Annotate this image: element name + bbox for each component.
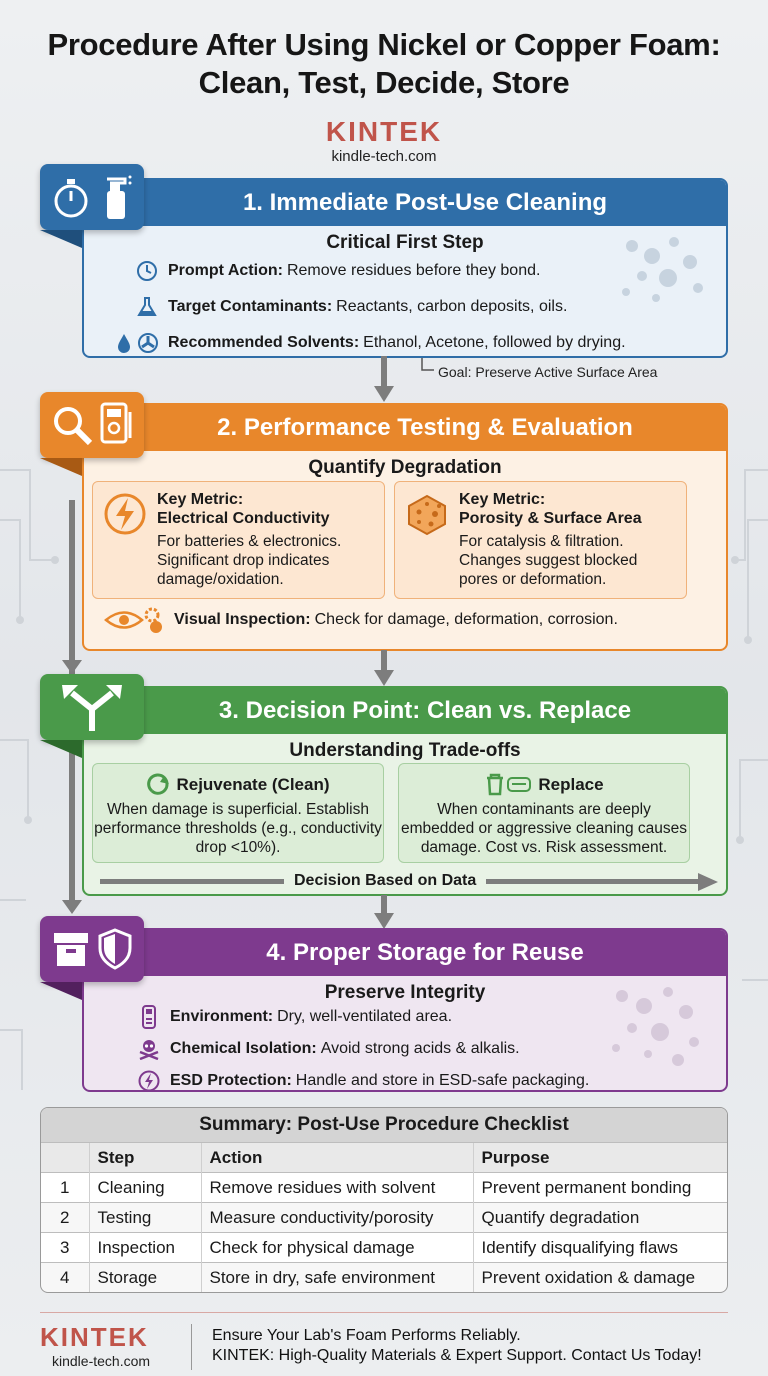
table-cell: 3 (41, 1233, 89, 1263)
column-header (41, 1143, 89, 1173)
bullet-label: Visual Inspection: (174, 611, 311, 628)
bullet-text: Check for damage, deformation, corrosion. (314, 611, 618, 628)
metric-desc: For batteries & electronics. Significant drop indicates damage/oxidation. (157, 533, 342, 588)
metric-name: Porosity & Surface Area (459, 510, 642, 527)
esd-icon (136, 1070, 162, 1092)
drop-fan-icon (116, 332, 160, 354)
section-subtitle: Preserve Integrity (324, 982, 486, 1003)
page-title (0, 26, 768, 102)
table-row (41, 1233, 727, 1263)
table-cell: Cleaning (89, 1173, 201, 1203)
column-header: Step (89, 1143, 201, 1173)
multimeter-icon (98, 402, 134, 448)
table-row (41, 1263, 727, 1293)
column-header: Purpose (473, 1143, 727, 1173)
bullet-label: Prompt Action: (168, 262, 283, 279)
footer-text (212, 1326, 702, 1366)
bullet-label: Environment: (170, 1008, 274, 1025)
table-title: Summary: Post-Use Procedure Checklist (41, 1108, 727, 1142)
bullet-text: Remove residues before they bond. (286, 262, 541, 279)
footer-divider (40, 1312, 728, 1313)
section-title: 3. Decision Point: Clean vs. Replace (84, 688, 726, 734)
table-cell: 1 (41, 1173, 89, 1203)
section-subtitle: Quantify Degradation (308, 457, 502, 478)
table-cell: Prevent oxidation & damage (473, 1263, 727, 1293)
stopwatch-icon (51, 175, 91, 219)
split-arrow-icon (60, 681, 124, 733)
hygrometer-icon (136, 1006, 162, 1028)
summary-table (40, 1107, 728, 1293)
brand-logo: KINTEK (325, 116, 443, 147)
metric-porosity (394, 481, 687, 599)
bullet-esd-protection (136, 1070, 589, 1092)
bullet-text: Dry, well-ventilated area. (277, 1008, 453, 1025)
table-cell: Store in dry, safe environment (201, 1263, 473, 1293)
table-cell: Measure conductivity/porosity (201, 1203, 473, 1233)
table-cell: Prevent permanent bonding (473, 1173, 727, 1203)
bullet-label: Recommended Solvents: (168, 334, 360, 351)
option-desc: When contaminants are deeply embedded or aggressive cleaning causes damage. Cost vs. Risk assessment. (400, 801, 688, 856)
decision-label: Decision Based on Data (284, 870, 486, 892)
table-cell: Check for physical damage (201, 1233, 473, 1263)
storage-icon-tab (40, 916, 144, 982)
metric-conductivity (92, 481, 385, 599)
footer-separator (191, 1324, 192, 1370)
table-cell: Quantify degradation (473, 1203, 727, 1233)
goal-text: Goal: Preserve Active Surface Area (438, 364, 658, 380)
metric-heading: Key Metric: (459, 491, 546, 508)
clock-icon (134, 260, 160, 282)
section-testing (82, 403, 728, 651)
bullet-recommended-solvents (116, 332, 626, 354)
archive-box-icon (51, 929, 91, 969)
bullet-label: Chemical Isolation: (170, 1040, 317, 1057)
sponge-cube-icon (405, 492, 449, 536)
section-cleaning (82, 178, 728, 358)
bullet-environment (136, 1006, 589, 1028)
table-cell: 2 (41, 1203, 89, 1233)
option-rejuvenate (92, 763, 384, 863)
table-cell: Inspection (89, 1233, 201, 1263)
table-cell: 4 (41, 1263, 89, 1293)
bullet-label: ESD Protection: (170, 1072, 292, 1089)
metric-desc: For catalysis & filtration. Changes suggest blocked pores or deformation. (459, 533, 638, 588)
bubbles-decoration (602, 982, 712, 1072)
section-subtitle: Understanding Trade-offs (289, 740, 521, 761)
shield-icon (97, 928, 133, 970)
footer-logo: KINTEK (40, 1322, 149, 1352)
testing-icon-tab (40, 392, 144, 458)
trash-new-icon (484, 772, 532, 796)
bullet-chemical-isolation (136, 1038, 589, 1060)
bullet-text: Handle and store in ESD-safe packaging. (295, 1072, 590, 1089)
goal-arrow-icon (420, 358, 436, 376)
metric-name: Electrical Conductivity (157, 510, 330, 527)
table-cell: Storage (89, 1263, 201, 1293)
section-title: 2. Performance Testing & Evaluation (84, 405, 726, 451)
flow-arrow-1 (371, 356, 397, 404)
section-storage (82, 928, 728, 1092)
bullet-prompt-action (134, 260, 626, 282)
flask-icon (134, 296, 160, 318)
option-title: Replace (538, 774, 604, 794)
column-header: Action (201, 1143, 473, 1173)
table-row (41, 1173, 727, 1203)
section-title: 4. Proper Storage for Reuse (84, 930, 726, 976)
bullet-text: Reactants, carbon deposits, oils. (336, 298, 568, 315)
visual-inspection (104, 609, 618, 631)
bullet-label: Target Contaminants: (168, 298, 333, 315)
bullet-text: Ethanol, Acetone, followed by drying. (363, 334, 626, 351)
cleaning-icon-tab (40, 164, 144, 230)
footer-url[interactable]: kindle-tech.com (52, 1353, 151, 1369)
magnifier-icon (50, 403, 94, 447)
table-cell: Remove residues with solvent (201, 1173, 473, 1203)
lightning-icon (103, 492, 147, 536)
table-cell: Identify disqualifying flaws (473, 1233, 727, 1263)
footer-line-1: Ensure Your Lab's Foam Performs Reliably. (212, 1327, 521, 1344)
recycle-icon (146, 772, 170, 796)
flow-arrow-2 (371, 650, 397, 688)
title-line-1: Procedure After Using Nickel or Copper Foam: (47, 27, 721, 62)
checklist-table (41, 1142, 727, 1293)
table-row (41, 1203, 727, 1233)
decision-icon-tab (40, 674, 144, 740)
spray-bottle-icon (97, 173, 133, 221)
bubbles-decoration (612, 232, 712, 312)
bullet-text: Avoid strong acids & alkalis. (320, 1040, 520, 1057)
section-title: 1. Immediate Post-Use Cleaning (84, 180, 726, 226)
footer (0, 1312, 768, 1376)
metric-heading: Key Metric: (157, 491, 244, 508)
eye-gear-icon (104, 609, 166, 631)
option-title: Rejuvenate (Clean) (176, 774, 330, 794)
section-subtitle: Critical First Step (326, 232, 484, 253)
title-line-2: Clean, Test, Decide, Store (198, 65, 570, 100)
footer-line-2: KINTEK: High-Quality Materials & Expert Support. Contact Us Today! (212, 1347, 702, 1364)
bullet-target-contaminants (134, 296, 626, 318)
brand-url: kindle-tech.com (331, 148, 437, 165)
skull-icon (136, 1038, 162, 1060)
option-desc: When damage is superficial. Establish performance thresholds (e.g., conductivity drop <10%). (94, 801, 382, 856)
option-replace (398, 763, 690, 863)
header (0, 26, 768, 165)
section-decision (82, 686, 728, 896)
flow-arrow-3 (371, 895, 397, 931)
table-header-row (41, 1143, 727, 1173)
table-cell: Testing (89, 1203, 201, 1233)
